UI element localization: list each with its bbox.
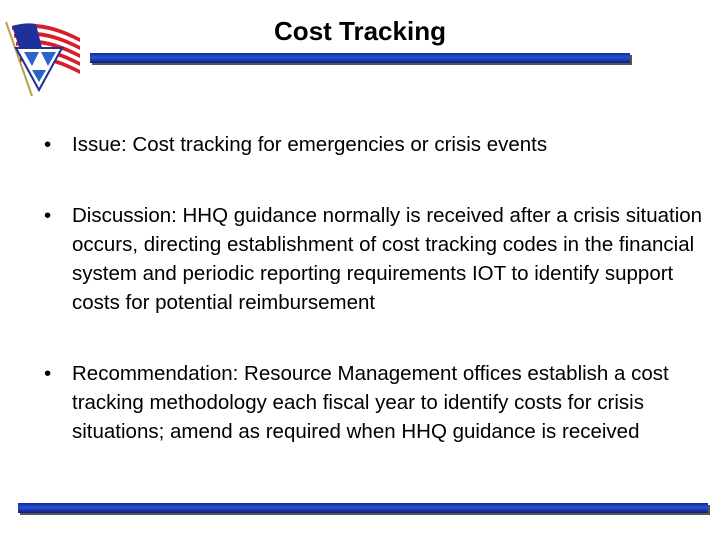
bullet-discussion-text: Discussion: HHQ guidance normally is received after a crisis situation occurs, directing establishment of cost tracking codes in the financial system and periodic reporting requirements IOT to identify support costs for potential reimbursement (72, 204, 703, 314)
title-underline-rule (90, 53, 630, 63)
bullet-glyph: • (44, 204, 52, 227)
bullet-glyph: • (44, 362, 52, 385)
bullet-issue-text: Issue: Cost tracking for emergencies or crisis events (72, 133, 548, 156)
bullet-list (44, 130, 704, 446)
bullet-recommendation (44, 359, 704, 446)
bullet-discussion (44, 201, 704, 317)
bullet-issue (44, 130, 704, 159)
footer-rule (18, 503, 708, 513)
bullet-recommendation-text: Recommendation: Resource Management offices establish a cost tracking methodology each fiscal year to identify costs for crisis situations; amend as required when HHQ guidance is received (72, 362, 669, 443)
slide-title: Cost Tracking (274, 16, 446, 46)
bullet-glyph: • (44, 133, 52, 156)
